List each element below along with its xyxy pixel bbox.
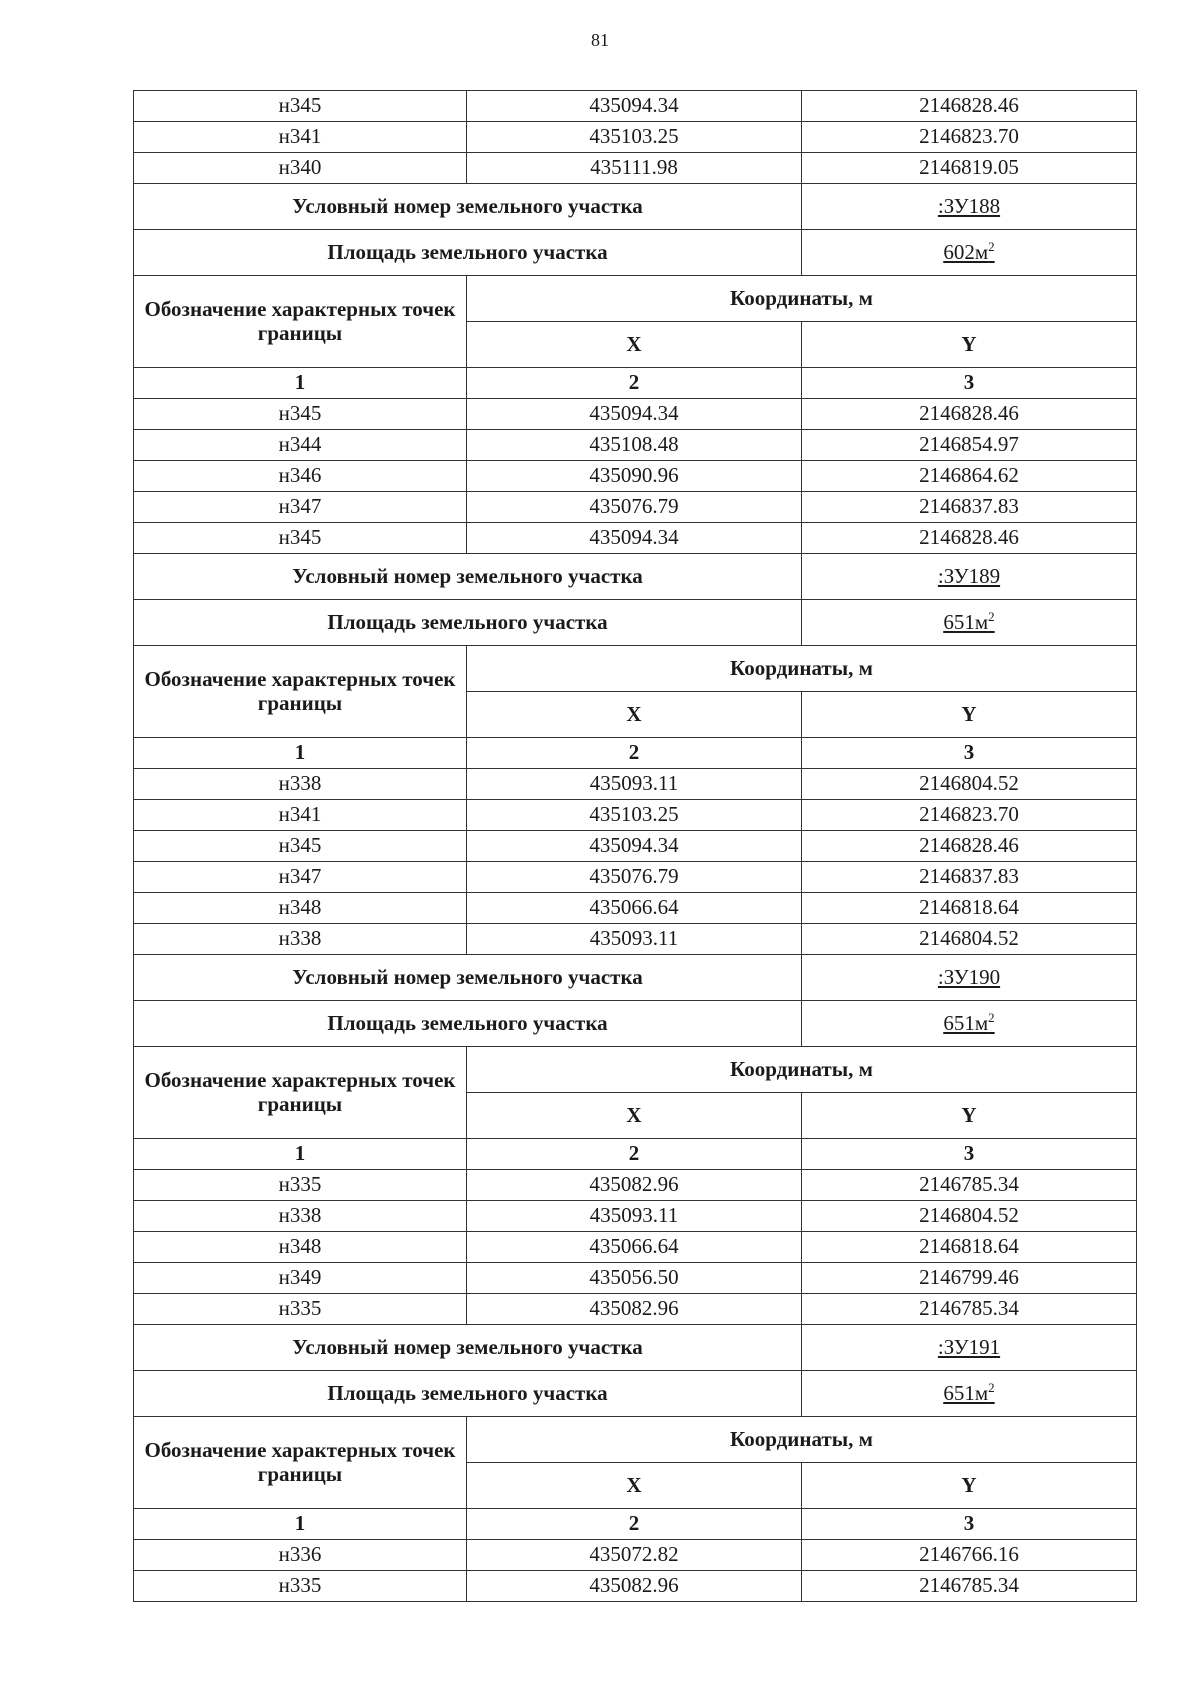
point-id: н335 xyxy=(134,1170,467,1201)
parcel-area-label: Площадь земельного участка xyxy=(134,1371,802,1417)
parcel-area-label: Площадь земельного участка xyxy=(134,1001,802,1047)
parcel-area-unit-power: 2 xyxy=(988,1380,995,1396)
parcel-area xyxy=(943,610,994,634)
coord-y: 2146818.64 xyxy=(802,1232,1137,1263)
coord-y: 2146785.34 xyxy=(802,1294,1137,1325)
coord-x: 435082.96 xyxy=(467,1571,802,1602)
parcel-area xyxy=(943,1381,994,1405)
point-id: н345 xyxy=(134,831,467,862)
coord-x: 435082.96 xyxy=(467,1294,802,1325)
coord-x: 435094.34 xyxy=(467,523,802,554)
column-index-row xyxy=(134,1509,1137,1540)
point-id: н335 xyxy=(134,1294,467,1325)
column-index: 2 xyxy=(467,738,802,769)
coord-x: 435090.96 xyxy=(467,461,802,492)
parcel-number-label: Условный номер земельного участка xyxy=(134,554,802,600)
coord-x: 435103.25 xyxy=(467,122,802,153)
column-index: 1 xyxy=(134,738,467,769)
table-row xyxy=(134,1571,1137,1602)
point-id: н345 xyxy=(134,399,467,430)
coord-y: 2146804.52 xyxy=(802,1201,1137,1232)
coord-x: 435072.82 xyxy=(467,1540,802,1571)
parcel-area-row xyxy=(134,1371,1137,1417)
parcel-number-label: Условный номер земельного участка xyxy=(134,955,802,1001)
table-row xyxy=(134,461,1137,492)
coord-y: 2146864.62 xyxy=(802,461,1137,492)
coord-y: 2146828.46 xyxy=(802,831,1137,862)
header-x-label: X xyxy=(467,322,802,368)
table-row xyxy=(134,91,1137,122)
point-id: н345 xyxy=(134,523,467,554)
table-row xyxy=(134,399,1137,430)
coord-x: 435056.50 xyxy=(467,1263,802,1294)
point-id: н338 xyxy=(134,924,467,955)
parcel-area-number: 651м xyxy=(943,1011,989,1036)
column-index: 3 xyxy=(802,738,1137,769)
column-index: 1 xyxy=(134,368,467,399)
parcel-area xyxy=(943,240,994,264)
coord-x: 435093.11 xyxy=(467,924,802,955)
coord-y: 2146823.70 xyxy=(802,122,1137,153)
header-coords-label: Координаты, м xyxy=(467,1047,1137,1093)
parcel-area-label: Площадь земельного участка xyxy=(134,600,802,646)
parcel-area-number: 651м xyxy=(943,1381,989,1406)
coord-y: 2146785.34 xyxy=(802,1571,1137,1602)
header-x-label: X xyxy=(467,1463,802,1509)
table-row xyxy=(134,924,1137,955)
coord-y: 2146818.64 xyxy=(802,893,1137,924)
point-id: н344 xyxy=(134,430,467,461)
header-point-label: Обозначение характерных точек границы xyxy=(134,1417,467,1509)
coord-x: 435082.96 xyxy=(467,1170,802,1201)
coord-y: 2146799.46 xyxy=(802,1263,1137,1294)
parcel-number-row xyxy=(134,184,1137,230)
coord-y: 2146804.52 xyxy=(802,924,1137,955)
coord-y: 2146766.16 xyxy=(802,1540,1137,1571)
parcel-number: :ЗУ189 xyxy=(937,563,1001,588)
coord-x: 435093.11 xyxy=(467,769,802,800)
column-index-row xyxy=(134,1139,1137,1170)
point-id: н348 xyxy=(134,893,467,924)
table-row xyxy=(134,523,1137,554)
table-row xyxy=(134,153,1137,184)
table-header-row xyxy=(134,276,1137,322)
coord-y: 2146837.83 xyxy=(802,492,1137,523)
header-point-label: Обозначение характерных точек границы xyxy=(134,276,467,368)
header-y-label: Y xyxy=(802,1463,1137,1509)
parcel-area xyxy=(943,1011,994,1035)
coordinates-table xyxy=(133,90,1137,1602)
parcel-area-label: Площадь земельного участка xyxy=(134,230,802,276)
page-number: 81 xyxy=(591,30,609,50)
column-index: 3 xyxy=(802,1509,1137,1540)
table-row xyxy=(134,1201,1137,1232)
parcel-area-value xyxy=(802,230,1137,276)
table-row xyxy=(134,893,1137,924)
coord-y: 2146828.46 xyxy=(802,523,1137,554)
coord-y: 2146828.46 xyxy=(802,399,1137,430)
coord-x: 435076.79 xyxy=(467,862,802,893)
header-coords-label: Координаты, м xyxy=(467,646,1137,692)
parcel-area-unit-power: 2 xyxy=(988,609,995,625)
table-row xyxy=(134,1232,1137,1263)
table-row xyxy=(134,800,1137,831)
table-row xyxy=(134,492,1137,523)
parcel-number-value xyxy=(802,184,1137,230)
point-id: н341 xyxy=(134,800,467,831)
coord-x: 435108.48 xyxy=(467,430,802,461)
column-index: 1 xyxy=(134,1509,467,1540)
point-id: н347 xyxy=(134,492,467,523)
table-row xyxy=(134,831,1137,862)
coord-x: 435076.79 xyxy=(467,492,802,523)
parcel-number-value xyxy=(802,1325,1137,1371)
point-id: н345 xyxy=(134,91,467,122)
table-header-row xyxy=(134,646,1137,692)
parcel-number-row xyxy=(134,554,1137,600)
table-row xyxy=(134,122,1137,153)
coord-x: 435093.11 xyxy=(467,1201,802,1232)
column-index: 2 xyxy=(467,1509,802,1540)
parcel-number-value xyxy=(802,554,1137,600)
point-id: н335 xyxy=(134,1571,467,1602)
header-coords-label: Координаты, м xyxy=(467,1417,1137,1463)
table-row xyxy=(134,862,1137,893)
point-id: н338 xyxy=(134,769,467,800)
parcel-area-row xyxy=(134,1001,1137,1047)
point-id: н340 xyxy=(134,153,467,184)
column-index: 1 xyxy=(134,1139,467,1170)
table-row xyxy=(134,769,1137,800)
header-x-label: X xyxy=(467,692,802,738)
coord-y: 2146785.34 xyxy=(802,1170,1137,1201)
parcel-area-row xyxy=(134,600,1137,646)
parcel-number: :ЗУ191 xyxy=(937,1334,1001,1359)
parcel-area-value xyxy=(802,1371,1137,1417)
coord-y: 2146804.52 xyxy=(802,769,1137,800)
parcel-area-value xyxy=(802,1001,1137,1047)
parcel-number-label: Условный номер земельного участка xyxy=(134,184,802,230)
column-index: 2 xyxy=(467,368,802,399)
point-id: н349 xyxy=(134,1263,467,1294)
column-index: 3 xyxy=(802,1139,1137,1170)
table-row xyxy=(134,1294,1137,1325)
point-id: н348 xyxy=(134,1232,467,1263)
header-y-label: Y xyxy=(802,692,1137,738)
parcel-number-label: Условный номер земельного участка xyxy=(134,1325,802,1371)
table-row xyxy=(134,430,1137,461)
header-coords-label: Координаты, м xyxy=(467,276,1137,322)
coord-x: 435094.34 xyxy=(467,91,802,122)
coord-y: 2146819.05 xyxy=(802,153,1137,184)
coord-x: 435111.98 xyxy=(467,153,802,184)
coord-y: 2146828.46 xyxy=(802,91,1137,122)
parcel-number: :ЗУ188 xyxy=(937,193,1001,218)
parcel-area-number: 602м xyxy=(943,240,989,265)
table-header-row xyxy=(134,1417,1137,1463)
column-index-row xyxy=(134,738,1137,769)
coord-x: 435094.34 xyxy=(467,831,802,862)
header-point-label: Обозначение характерных точек границы xyxy=(134,1047,467,1139)
parcel-number-row xyxy=(134,1325,1137,1371)
column-index-row xyxy=(134,368,1137,399)
column-index: 3 xyxy=(802,368,1137,399)
parcel-number-value xyxy=(802,955,1137,1001)
point-id: н336 xyxy=(134,1540,467,1571)
point-id: н338 xyxy=(134,1201,467,1232)
header-point-label: Обозначение характерных точек границы xyxy=(134,646,467,738)
parcel-area-value xyxy=(802,600,1137,646)
coord-y: 2146854.97 xyxy=(802,430,1137,461)
point-id: н341 xyxy=(134,122,467,153)
coord-y: 2146823.70 xyxy=(802,800,1137,831)
coord-x: 435066.64 xyxy=(467,893,802,924)
column-index: 2 xyxy=(467,1139,802,1170)
point-id: н346 xyxy=(134,461,467,492)
header-x-label: X xyxy=(467,1093,802,1139)
parcel-area-row xyxy=(134,230,1137,276)
coord-x: 435103.25 xyxy=(467,800,802,831)
header-y-label: Y xyxy=(802,322,1137,368)
table-header-row xyxy=(134,1047,1137,1093)
coord-y: 2146837.83 xyxy=(802,862,1137,893)
coord-x: 435094.34 xyxy=(467,399,802,430)
point-id: н347 xyxy=(134,862,467,893)
parcel-area-unit-power: 2 xyxy=(988,239,995,255)
coord-x: 435066.64 xyxy=(467,1232,802,1263)
table-row xyxy=(134,1170,1137,1201)
parcel-number-row xyxy=(134,955,1137,1001)
header-y-label: Y xyxy=(802,1093,1137,1139)
table-row xyxy=(134,1263,1137,1294)
parcel-area-number: 651м xyxy=(943,610,989,635)
parcel-area-unit-power: 2 xyxy=(988,1010,995,1026)
table-row xyxy=(134,1540,1137,1571)
parcel-number: :ЗУ190 xyxy=(937,964,1001,989)
